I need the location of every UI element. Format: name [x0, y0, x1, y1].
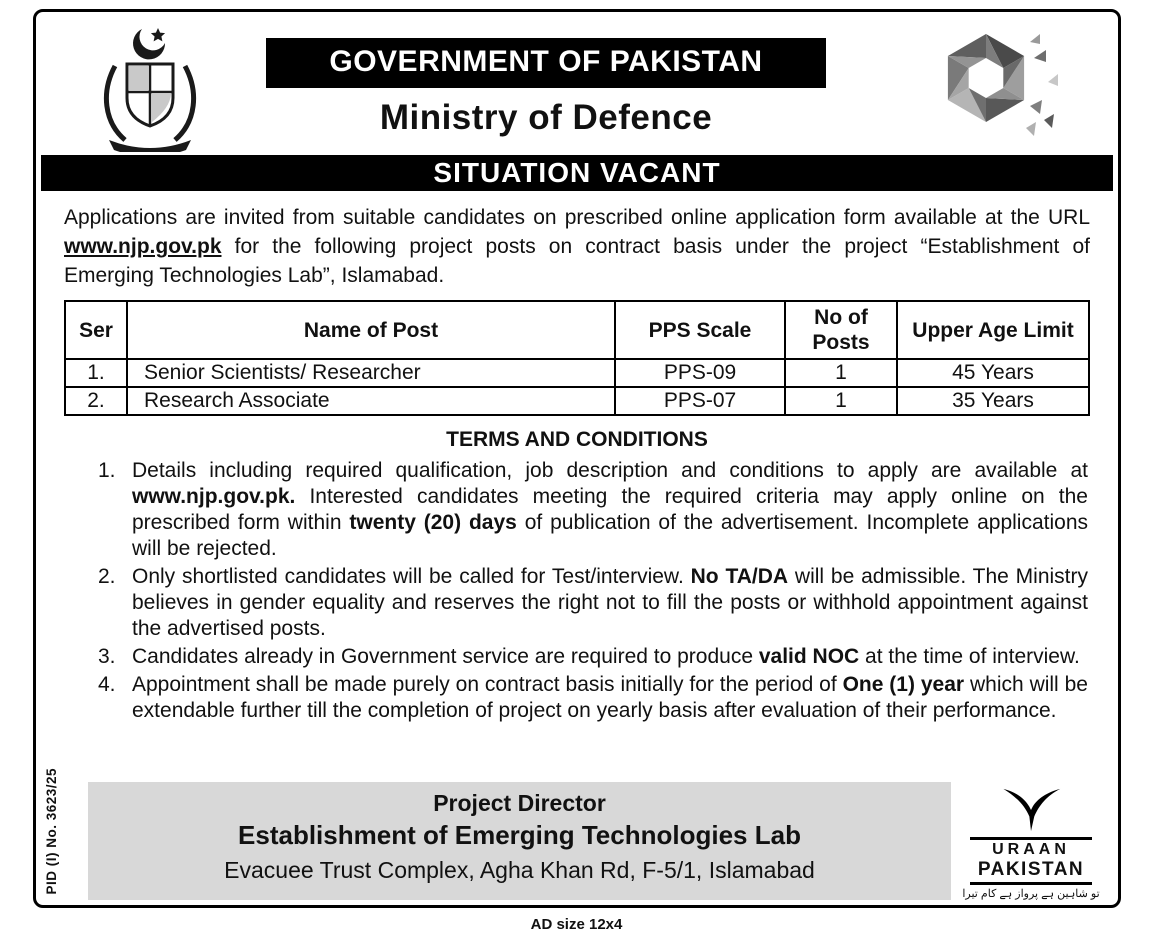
header-upper-age-limit: Upper Age Limit: [897, 301, 1089, 359]
posts-table: [64, 300, 1090, 416]
njp-url-text: www.njp.gov.pk: [64, 235, 222, 258]
advertisement-frame: [33, 9, 1121, 908]
uraan-urdu-slogan: تو شاہین ہے پرواز ہے کام تیرا: [962, 888, 1100, 900]
cell-no-of-posts: 1: [785, 359, 897, 387]
project-director-title: Project Director: [433, 790, 606, 816]
cell-scale: PPS-09: [615, 359, 785, 387]
header-titles: [266, 38, 826, 138]
cell-scale: PPS-07: [615, 387, 785, 415]
government-banner: GOVERNMENT OF PAKISTAN: [266, 38, 826, 88]
cell-post-name: Senior Scientists/ Researcher: [127, 359, 615, 387]
pakistan-state-emblem-icon: [91, 26, 209, 154]
table-header-row: [65, 301, 1089, 359]
emerging-technologies-lab-logo-icon: [930, 28, 1062, 146]
term-text: [132, 673, 1088, 722]
bold-text-segment: No TA/DA: [690, 565, 789, 588]
bold-text-segment: valid NOC: [758, 645, 860, 668]
text-segment: at the time of interview.: [859, 645, 1080, 668]
footer: [88, 782, 1111, 900]
ad-size-caption: AD size 12x4: [530, 916, 623, 933]
term-item-1: [98, 458, 1088, 562]
bold-text-segment: One (1) year: [842, 673, 965, 696]
text-segment: will be admissible. The Ministry believes in gender equality and reserves the right not to fill the posts or withhold appointment against the advertised posts.: [132, 565, 1088, 640]
cell-age-limit: 45 Years: [897, 359, 1089, 387]
pakistan-word: PAKISTAN: [977, 859, 1085, 880]
text-segment: which will be extendable further till the completion of project on yearly basis after evaluation of their performance.: [132, 673, 1088, 722]
term-number: 3.: [98, 645, 116, 668]
table-row: [65, 387, 1089, 415]
term-item-4: [98, 672, 1088, 724]
header: [36, 12, 1118, 155]
bold-text-segment: twenty (20) days: [349, 511, 517, 534]
header-ser: Ser: [65, 301, 127, 359]
term-item-2: [98, 564, 1088, 642]
uraan-wordmark: [970, 837, 1092, 885]
term-text: [132, 565, 1088, 640]
text-segment: Candidates already in Government service are required to produce: [132, 645, 759, 668]
table-row: [65, 359, 1089, 387]
cell-post-name: Research Associate: [127, 387, 615, 415]
term-text: [132, 645, 1080, 668]
cell-ser: 1.: [65, 359, 127, 387]
text-segment: Details including required qualification, job description and conditions to apply are available at: [132, 459, 1088, 482]
text-segment: Interested candidates meeting the required criteria may apply online on the prescribed form within: [132, 485, 1088, 534]
text-segment: for the following project posts on contract basis under the project “Establishment of Emerging Technologies Lab”, Islamabad.: [64, 235, 1090, 287]
text-segment: Appointment shall be made purely on contract basis initially for the period of: [132, 673, 843, 696]
term-number: 2.: [98, 565, 116, 588]
pid-number: PID (I) No. 3623/25: [44, 768, 59, 895]
cell-no-of-posts: 1: [785, 387, 897, 415]
bold-text-segment: www.njp.gov.pk.: [132, 485, 296, 508]
header-no-of-posts: No of Posts: [785, 301, 897, 359]
uraan-word: URAAN: [992, 841, 1070, 858]
ministry-title: Ministry of Defence: [379, 98, 713, 137]
cell-age-limit: 35 Years: [897, 387, 1089, 415]
header-pps-scale: PPS Scale: [615, 301, 785, 359]
term-text: [132, 459, 1088, 560]
project-address: Evacuee Trust Complex, Agha Khan Rd, F-5/1, Islamabad: [224, 857, 815, 883]
text-segment: of publication of the advertisement. Incomplete applications will be rejected.: [132, 511, 1088, 560]
term-number: 4.: [98, 673, 116, 696]
contact-block: [88, 782, 951, 900]
text-segment: Only shortlisted candidates will be called for Test/interview.: [132, 565, 691, 588]
project-organization: Establishment of Emerging Technologies Lab: [238, 820, 801, 850]
uraan-pakistan-logo: [951, 782, 1111, 900]
cell-ser: 2.: [65, 387, 127, 415]
falcon-bird-icon: [992, 784, 1070, 836]
header-name-of-post: Name of Post: [127, 301, 615, 359]
situation-vacant-banner: SITUATION VACANT: [41, 155, 1113, 191]
terms-heading: TERMS AND CONDITIONS: [446, 428, 708, 451]
intro-paragraph: [64, 203, 1090, 290]
term-item-3: [98, 644, 1088, 670]
text-segment: Applications are invited from suitable candidates on prescribed online application form available at the URL: [64, 206, 1090, 229]
term-number: 1.: [98, 459, 116, 482]
terms-list: [98, 458, 1088, 724]
